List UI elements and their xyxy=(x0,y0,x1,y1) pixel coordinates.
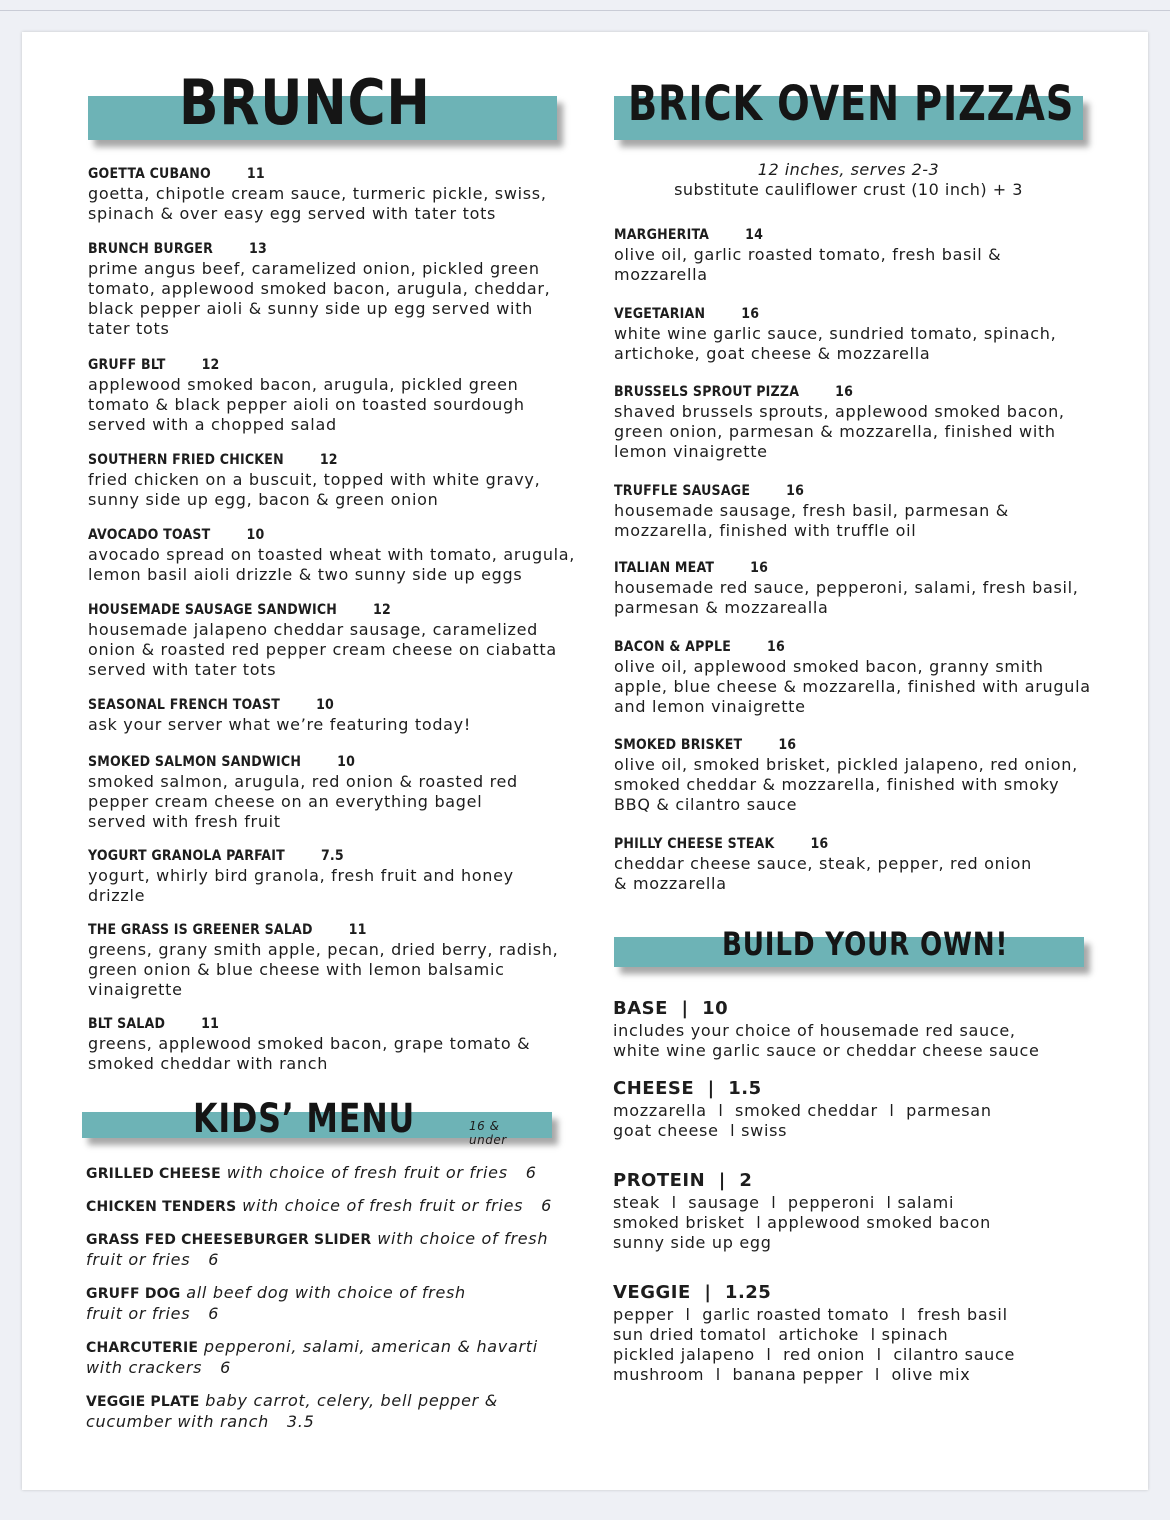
brunch-item-description: prime angus beef, caramelized onion, pickled green xyxy=(88,259,540,278)
kids-item-description: with choice of fresh fruit or fries xyxy=(242,1196,524,1215)
pizza-item-description: and lemon vinaigrette xyxy=(614,697,806,716)
pizza-item xyxy=(614,637,1091,717)
brunch-item-price: 13 xyxy=(249,241,267,257)
build-item-heading xyxy=(613,1169,991,1193)
pizza-item-description: smoked cheddar & mozzarella, finished with smoky xyxy=(614,775,1060,794)
brunch-item-price: 12 xyxy=(201,357,220,373)
build-item xyxy=(613,997,1040,1061)
brunch-item-price: 12 xyxy=(319,452,338,468)
brunch-item-heading xyxy=(88,752,518,772)
kids-item-description: with crackers xyxy=(86,1358,203,1377)
kids-item-line xyxy=(86,1229,548,1250)
brunch-item-name: THE GRASS IS GREENER SALAD xyxy=(88,922,313,938)
kids-item-name: GRILLED CHEESE xyxy=(86,1166,221,1182)
brunch-item xyxy=(88,695,471,735)
pizza-item-name: TRUFFLE SAUSAGE xyxy=(614,483,751,499)
brunch-item-name: SMOKED SALMON SANDWICH xyxy=(88,754,302,770)
pizza-item-price: 16 xyxy=(835,384,854,400)
pizza-item-heading xyxy=(614,558,1079,578)
kids-item-line xyxy=(86,1391,498,1412)
build-item-options: includes your choice of housemade red sauce, xyxy=(613,1021,1016,1040)
build-item-options: mushroom l banana pepper l olive mix xyxy=(613,1365,971,1384)
kids-age-note: 16 & under xyxy=(469,1119,507,1147)
brunch-item-description: green onion & blue cheese with lemon balsamic xyxy=(88,960,505,979)
kids-item-description: pepperoni, salami, american & havarti xyxy=(203,1337,538,1356)
brunch-item-price: 11 xyxy=(246,166,265,182)
kids-heading: KIDS’ MENU xyxy=(193,1096,416,1142)
kids-item-name: GRASS FED CHEESEBURGER SLIDER xyxy=(86,1232,372,1248)
build-item-separator: | xyxy=(694,1078,729,1099)
build-item-separator: | xyxy=(705,1170,740,1191)
kids-item-description: fruit or fries xyxy=(86,1304,191,1323)
brunch-item-description: vinaigrette xyxy=(88,980,183,999)
build-item xyxy=(613,1281,1015,1385)
brunch-item xyxy=(88,355,525,435)
build-item-options: goat cheese l swiss xyxy=(613,1121,788,1140)
build-item-options: steak l sausage l pepperoni l salami xyxy=(613,1193,955,1212)
brunch-item-description: tater tots xyxy=(88,319,170,338)
pizza-item-price: 16 xyxy=(750,560,769,576)
kids-item-price: 6 xyxy=(208,1304,220,1323)
pizza-item xyxy=(614,481,1009,541)
kids-item-price: 6 xyxy=(220,1358,232,1377)
pizza-item-heading xyxy=(614,382,1065,402)
build-item-options: sunny side up egg xyxy=(613,1233,772,1252)
brunch-item-name: AVOCADO TOAST xyxy=(88,527,211,543)
brunch-item-heading xyxy=(88,1014,530,1034)
pizza-item xyxy=(614,304,1056,364)
brunch-item-name: HOUSEMADE SAUSAGE SANDWICH xyxy=(88,602,338,618)
kids-item-name: GRUFF DOG xyxy=(86,1286,181,1302)
build-item-price: 2 xyxy=(739,1170,753,1191)
pizza-item-description: olive oil, garlic roasted tomato, fresh basil & xyxy=(614,245,1002,264)
brunch-item-description: served with a chopped salad xyxy=(88,415,337,434)
brunch-item-description: yogurt, whirly bird granola, fresh fruit and honey xyxy=(88,866,514,885)
brunch-item-heading xyxy=(88,920,558,940)
menu-page xyxy=(22,32,1148,1490)
brunch-item-description: drizzle xyxy=(88,886,146,905)
brunch-item-heading xyxy=(88,164,547,184)
brunch-item-price: 7.5 xyxy=(320,848,344,864)
kids-item-description: all beef dog with choice of fresh xyxy=(186,1283,466,1302)
brunch-item-heading xyxy=(88,450,540,470)
pizza-item xyxy=(614,558,1079,618)
pizza-item-description: cheddar cheese sauce, steak, pepper, red onion xyxy=(614,854,1032,873)
brunch-item-heading xyxy=(88,846,514,866)
brunch-item xyxy=(88,752,518,832)
build-item-price: 1.5 xyxy=(728,1078,762,1099)
brunch-item-description: ask your server what we’re featuring today! xyxy=(88,715,471,734)
brunch-item-description: pepper cream cheese on an everything bagel xyxy=(88,792,483,811)
brunch-item-price: 11 xyxy=(201,1016,220,1032)
brunch-item-price: 12 xyxy=(373,602,391,618)
kids-item xyxy=(86,1391,498,1432)
brunch-item xyxy=(88,164,547,224)
brunch-item-description: tomato, applewood smoked bacon, arugula, cheddar, xyxy=(88,279,551,298)
brunch-item-name: SOUTHERN FRIED CHICKEN xyxy=(88,452,284,468)
pizzas-size-note: 12 inches, serves 2-3 xyxy=(757,160,940,179)
pizza-item-description: green onion, parmesan & mozzarella, finished with xyxy=(614,422,1056,441)
pizza-item-name: ITALIAN MEAT xyxy=(614,560,715,576)
kids-item-price: 6 xyxy=(208,1250,220,1269)
brunch-item-description: served with tater tots xyxy=(88,660,277,679)
kids-item xyxy=(86,1337,538,1378)
pizza-item-heading xyxy=(614,481,1009,501)
brunch-item-name: YOGURT GRANOLA PARFAIT xyxy=(88,848,285,864)
kids-item xyxy=(86,1196,552,1217)
pizza-item-heading xyxy=(614,834,1032,854)
top-divider xyxy=(0,10,1170,11)
brunch-item-description: applewood smoked bacon, arugula, pickled green xyxy=(88,375,519,394)
kids-item-description: fruit or fries xyxy=(86,1250,191,1269)
build-item-options: sun dried tomatol artichoke l spinach xyxy=(613,1325,949,1344)
kids-item-name: CHICKEN TENDERS xyxy=(86,1199,237,1215)
build-item-options: pickled jalapeno l red onion l cilantro sauce xyxy=(613,1345,1016,1364)
pizza-item xyxy=(614,225,1001,285)
kids-item-line xyxy=(86,1283,466,1304)
pizzas-crust-note: substitute cauliflower crust (10 inch) + 3 xyxy=(674,180,1023,199)
build-item xyxy=(613,1169,991,1253)
kids-item-name: VEGGIE PLATE xyxy=(86,1394,200,1410)
brunch-item-description: sunny side up egg, bacon & green onion xyxy=(88,490,439,509)
build-item-options: pepper l garlic roasted tomato l fresh basil xyxy=(613,1305,1008,1324)
pizza-item-description: artichoke, goat cheese & mozzarella xyxy=(614,344,931,363)
pizza-item-description: olive oil, applewood smoked bacon, granny smith xyxy=(614,657,1044,676)
brunch-item-name: SEASONAL FRENCH TOAST xyxy=(88,697,281,713)
kids-item xyxy=(86,1163,537,1184)
kids-item-description: with choice of fresh fruit or fries xyxy=(226,1163,508,1182)
pizza-item-heading xyxy=(614,637,1091,657)
pizza-item-description: BBQ & cilantro sauce xyxy=(614,795,798,814)
brunch-item-description: lemon basil aioli drizzle & two sunny side up eggs xyxy=(88,565,523,584)
build-item-heading xyxy=(613,1077,992,1101)
pizza-item-price: 14 xyxy=(745,227,764,243)
pizza-item-description: white wine garlic sauce, sundried tomato, spinach, xyxy=(614,324,1057,343)
brunch-item-description: fried chicken on a buscuit, topped with white gravy, xyxy=(88,470,541,489)
pizza-item-description: apple, blue cheese & mozzarella, finished with arugula xyxy=(614,677,1091,696)
brunch-item xyxy=(88,525,575,585)
pizza-item-heading xyxy=(614,735,1078,755)
brunch-item-price: 10 xyxy=(316,697,334,713)
brunch-item-name: BLT SALAD xyxy=(88,1016,166,1032)
pizza-item-name: VEGETARIAN xyxy=(614,306,706,322)
kids-item-description: cucumber with ranch xyxy=(86,1412,269,1431)
brunch-item-description: avocado spread on toasted wheat with tomato, arugula, xyxy=(88,545,576,564)
pizza-item-description: parmesan & mozzarealla xyxy=(614,598,829,617)
build-item-price: 1.25 xyxy=(724,1282,772,1303)
build-item-options: white wine garlic sauce or cheddar cheese sauce xyxy=(613,1041,1040,1060)
brunch-item-description: smoked cheddar with ranch xyxy=(88,1054,329,1073)
build-item-price: 10 xyxy=(702,998,729,1019)
build-item-options: mozzarella l smoked cheddar l parmesan xyxy=(613,1101,992,1120)
pizza-item-description: housemade sausage, fresh basil, parmesan & xyxy=(614,501,1009,520)
brunch-item-heading xyxy=(88,695,471,715)
brunch-item xyxy=(88,600,557,680)
pizza-item-name: SMOKED BRISKET xyxy=(614,737,743,753)
pizza-item-description: lemon vinaigrette xyxy=(614,442,768,461)
build-item-name: PROTEIN xyxy=(613,1170,706,1191)
pizza-item-name: MARGHERITA xyxy=(614,227,710,243)
build-item-options: smoked brisket l applewood smoked bacon xyxy=(613,1213,992,1232)
pizza-item-price: 16 xyxy=(810,836,829,852)
pizza-item-description: olive oil, smoked brisket, pickled jalapeno, red onion, xyxy=(614,755,1078,774)
pizza-item-name: BRUSSELS SPROUT PIZZA xyxy=(614,384,800,400)
brunch-item-name: BRUNCH BURGER xyxy=(88,241,213,257)
pizza-item-name: PHILLY CHEESE STEAK xyxy=(614,836,775,852)
brunch-item-price: 10 xyxy=(246,527,265,543)
kids-item-line xyxy=(86,1412,498,1432)
pizza-item-description: mozzarella, finished with truffle oil xyxy=(614,521,917,540)
pizza-item-description: housemade red sauce, pepperoni, salami, fresh basil, xyxy=(614,578,1079,597)
build-item-heading xyxy=(613,997,1040,1021)
pizza-item-description: mozzarella xyxy=(614,265,708,284)
kids-item-line xyxy=(86,1163,537,1184)
pizza-item-heading xyxy=(614,304,1056,324)
pizza-item-name: BACON & APPLE xyxy=(614,639,732,655)
kids-item-price: 3.5 xyxy=(286,1412,315,1431)
kids-item-line xyxy=(86,1304,466,1324)
kids-item xyxy=(86,1229,548,1270)
brunch-item-price: 11 xyxy=(348,922,367,938)
build-heading: BUILD YOUR OWN! xyxy=(722,925,1009,963)
build-item-name: BASE xyxy=(613,998,668,1019)
brunch-item-price: 10 xyxy=(337,754,356,770)
pizza-item-price: 16 xyxy=(778,737,797,753)
pizza-item-price: 16 xyxy=(786,483,805,499)
kids-item-price: 6 xyxy=(541,1196,553,1215)
kids-item-price: 6 xyxy=(525,1163,537,1182)
kids-item xyxy=(86,1283,466,1324)
build-item xyxy=(613,1077,992,1141)
kids-item-description: baby carrot, celery, bell pepper & xyxy=(205,1391,498,1410)
kids-item-line xyxy=(86,1250,548,1270)
brunch-item-heading xyxy=(88,239,550,259)
pizza-item-description: & mozzarella xyxy=(614,874,727,893)
brunch-item xyxy=(88,239,550,339)
pizza-item-price: 16 xyxy=(767,639,785,655)
kids-item-line xyxy=(86,1196,552,1217)
brunch-item-heading xyxy=(88,355,525,375)
pizzas-heading: BRICK OVEN PIZZAS xyxy=(628,76,1075,132)
brunch-item-description: housemade jalapeno cheddar sausage, caramelized xyxy=(88,620,539,639)
brunch-item-heading xyxy=(88,525,575,545)
brunch-heading: BRUNCH xyxy=(179,66,431,139)
build-item-separator: | xyxy=(667,998,703,1019)
brunch-item-description: spinach & over easy egg served with tater tots xyxy=(88,204,497,223)
brunch-item-name: GOETTA CUBANO xyxy=(88,166,211,182)
pizza-item xyxy=(614,735,1078,815)
build-item-name: CHEESE xyxy=(613,1078,695,1099)
pizza-item-heading xyxy=(614,225,1001,245)
pizza-item-price: 16 xyxy=(741,306,760,322)
brunch-item-description: black pepper aioli & sunny side up egg served with xyxy=(88,299,534,318)
brunch-item xyxy=(88,846,514,906)
brunch-item-description: tomato & black pepper aioli on toasted sourdough xyxy=(88,395,525,414)
brunch-item-description: onion & roasted red pepper cream cheese on ciabatta xyxy=(88,640,557,659)
brunch-item-description: goetta, chipotle cream sauce, turmeric pickle, swiss, xyxy=(88,184,547,203)
brunch-item-description: greens, grany smith apple, pecan, dried berry, radish, xyxy=(88,940,559,959)
kids-item-name: CHARCUTERIE xyxy=(86,1340,199,1356)
build-item-separator: | xyxy=(690,1282,725,1303)
brunch-item-description: smoked salmon, arugula, red onion & roasted red xyxy=(88,772,518,791)
brunch-item-description: greens, applewood smoked bacon, grape tomato & xyxy=(88,1034,531,1053)
brunch-item xyxy=(88,920,558,1000)
pizza-item xyxy=(614,382,1065,462)
brunch-item xyxy=(88,1014,530,1074)
kids-item-line xyxy=(86,1358,538,1378)
kids-item-description: with choice of fresh xyxy=(377,1229,549,1248)
brunch-item-name: GRUFF BLT xyxy=(88,357,166,373)
pizza-item-description: shaved brussels sprouts, applewood smoked bacon, xyxy=(614,402,1065,421)
pizza-item xyxy=(614,834,1032,894)
brunch-item xyxy=(88,450,540,510)
brunch-item-description: served with fresh fruit xyxy=(88,812,281,831)
build-item-heading xyxy=(613,1281,1015,1305)
brunch-item-heading xyxy=(88,600,557,620)
kids-item-line xyxy=(86,1337,538,1358)
build-item-name: VEGGIE xyxy=(613,1282,691,1303)
